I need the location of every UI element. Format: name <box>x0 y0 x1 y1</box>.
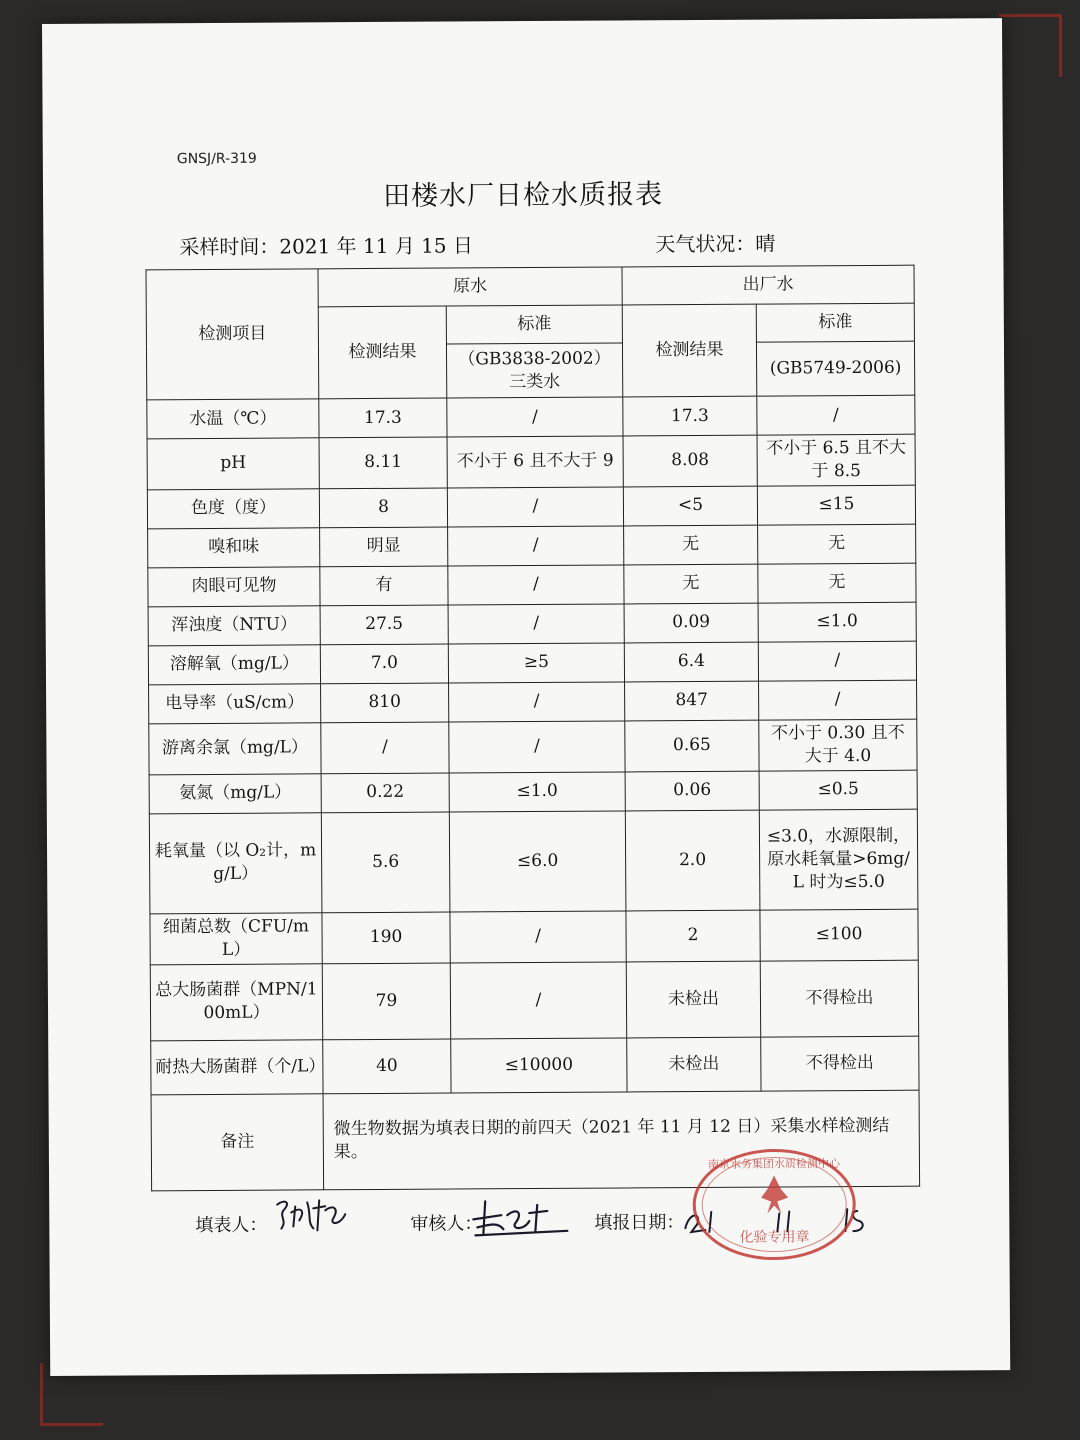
filler-signature <box>273 1194 353 1234</box>
cell-out-standard: ≤1.0 <box>758 602 916 642</box>
table-row <box>148 602 916 646</box>
table-row <box>148 563 916 607</box>
cell-out-result: 未检出 <box>627 1037 761 1092</box>
cell-out-result: 847 <box>625 681 759 721</box>
cell-out-standard: / <box>758 641 916 681</box>
table-row <box>149 719 917 775</box>
remark-text: 微生物数据为填表日期的前四天（2021 年 11 月 12 日）采集水样检测结果。 <box>323 1090 920 1190</box>
cell-out-standard: / <box>759 680 917 720</box>
cell-raw-result: 40 <box>323 1039 451 1094</box>
cell-item: 嗅和味 <box>148 528 320 568</box>
cell-out-standard: 不小于 6.5 且不大于 8.5 <box>757 434 915 486</box>
cell-out-result: 17.3 <box>623 396 757 436</box>
cell-raw-standard: ≥5 <box>448 643 624 683</box>
cell-out-result: 2 <box>626 910 760 962</box>
cell-raw-result: 7.0 <box>320 644 448 684</box>
table-row <box>149 680 917 724</box>
cell-raw-result: 810 <box>321 683 449 723</box>
cell-raw-result: 0.22 <box>321 773 449 813</box>
weather-status: 天气状况：晴 <box>655 231 776 257</box>
cell-item: 耐热大肠菌群（个/L） <box>151 1039 323 1094</box>
cell-out-result: 无 <box>624 564 758 604</box>
header-raw-standard: 标准 <box>446 305 622 344</box>
cell-raw-result: 明显 <box>320 527 448 567</box>
cell-item: 游离余氯（mg/L） <box>149 723 321 775</box>
cell-item: 总大肠菌群（MPN/100mL） <box>150 963 322 1040</box>
cell-raw-result: 有 <box>320 566 448 606</box>
cell-out-result: 0.09 <box>624 603 758 643</box>
cell-item: 浑浊度（NTU） <box>148 606 320 646</box>
header-out-result: 检测结果 <box>622 304 757 397</box>
cell-item: 氨氮（mg/L） <box>149 774 321 814</box>
cell-out-standard: 不得检出 <box>761 1036 919 1091</box>
cell-out-standard: ≤100 <box>760 909 918 961</box>
cell-out-standard: 不得检出 <box>760 960 918 1037</box>
table-row <box>150 909 918 965</box>
cell-out-result: 0.65 <box>625 720 759 772</box>
reviewer-signature <box>467 1195 577 1240</box>
stamp-subtext: 化验专用章 <box>739 1229 810 1246</box>
cell-raw-standard: / <box>448 526 624 566</box>
cell-item: 电导率（uS/cm） <box>149 684 321 724</box>
table-row <box>148 641 916 685</box>
inspection-stamp <box>689 1145 860 1264</box>
raw-standard-class: 三类水 <box>509 371 561 392</box>
report-paper <box>42 18 1010 1376</box>
cell-item: 色度（度） <box>147 489 319 529</box>
raw-standard-code: （GB3838-2002） <box>458 348 611 370</box>
table-row <box>150 960 918 1041</box>
cell-raw-result: 190 <box>322 912 450 964</box>
cell-item: 水温（℃） <box>147 399 319 439</box>
cell-out-standard: 无 <box>758 524 916 564</box>
cell-out-standard: ≤3.0，水源限制，原水耗氧量>6mg/L 时为≤5.0 <box>759 809 918 910</box>
table-row <box>147 485 915 529</box>
header-out-standard-code: (GB5749-2006) <box>756 341 914 396</box>
cell-raw-standard: / <box>447 487 623 527</box>
cell-out-result: 无 <box>624 525 758 565</box>
cell-raw-result: 8 <box>319 488 447 528</box>
cell-raw-result: 8.11 <box>319 437 447 489</box>
cell-out-result: <5 <box>623 486 757 526</box>
cell-out-standard: 无 <box>758 563 916 603</box>
report-title: 田楼水厂日检水质报表 <box>382 179 664 212</box>
cell-raw-standard: / <box>449 721 625 773</box>
header-raw-result: 检测结果 <box>318 306 447 399</box>
cell-raw-result: 5.6 <box>321 812 450 913</box>
table-row <box>148 524 916 568</box>
cell-raw-standard: / <box>449 682 625 722</box>
photo-corner-mark <box>999 14 1062 77</box>
water-quality-table <box>146 265 921 1191</box>
remark-label: 备注 <box>151 1093 324 1190</box>
header-outlet-water: 出厂水 <box>622 265 914 305</box>
cell-out-standard: 不小于 0.30 且不大于 4.0 <box>759 719 917 771</box>
cell-raw-standard: 不小于 6 且不大于 9 <box>447 436 623 488</box>
cell-item: 耗氧量（以 O₂计，mg/L） <box>149 813 322 914</box>
filler-label: 填表人： <box>195 1214 268 1237</box>
cell-raw-standard: / <box>450 911 626 963</box>
cell-raw-standard: / <box>450 962 626 1039</box>
reviewer-label: 审核人： <box>410 1213 483 1235</box>
table-row <box>151 1036 919 1095</box>
cell-item: 肉眼可见物 <box>148 567 320 607</box>
cell-raw-result: 27.5 <box>320 605 448 645</box>
cell-item: pH <box>147 438 319 490</box>
sampling-time: 采样时间：2021 年 11 月 15 日 <box>179 233 474 260</box>
cell-raw-result: 79 <box>322 963 450 1040</box>
table-row <box>147 395 915 439</box>
cell-raw-standard: / <box>447 397 623 437</box>
stamp-text: 南京水务集团水质检测中心 <box>707 1157 841 1171</box>
document-number: GNSJ/R-319 <box>176 150 257 168</box>
cell-out-standard: ≤15 <box>757 485 915 525</box>
cell-raw-standard: ≤6.0 <box>449 811 626 912</box>
table-row <box>149 770 917 814</box>
cell-out-standard: / <box>757 395 915 435</box>
cell-raw-result: / <box>321 722 449 774</box>
table-row <box>149 809 918 914</box>
header-item: 检测项目 <box>146 269 319 400</box>
cell-raw-standard: ≤10000 <box>451 1038 627 1093</box>
table-row <box>147 434 915 490</box>
cell-raw-standard: / <box>448 565 624 605</box>
cell-out-result: 8.08 <box>623 435 757 487</box>
cell-item: 溶解氧（mg/L） <box>148 645 320 685</box>
report-date-label: 填报日期： <box>594 1212 685 1234</box>
header-raw-standard-code <box>446 343 622 398</box>
cell-item: 细菌总数（CFU/mL） <box>150 913 322 965</box>
header-raw-water: 原水 <box>318 267 622 307</box>
cell-out-result: 未检出 <box>626 961 760 1038</box>
cell-raw-standard: ≤1.0 <box>449 772 625 812</box>
cell-out-result: 6.4 <box>624 642 758 682</box>
cell-raw-standard: / <box>448 604 624 644</box>
header-out-standard: 标准 <box>756 303 914 342</box>
cell-out-result: 2.0 <box>625 810 760 911</box>
cell-raw-result: 17.3 <box>319 398 447 438</box>
cell-out-standard: ≤0.5 <box>759 770 917 810</box>
cell-out-result: 0.06 <box>625 771 759 811</box>
